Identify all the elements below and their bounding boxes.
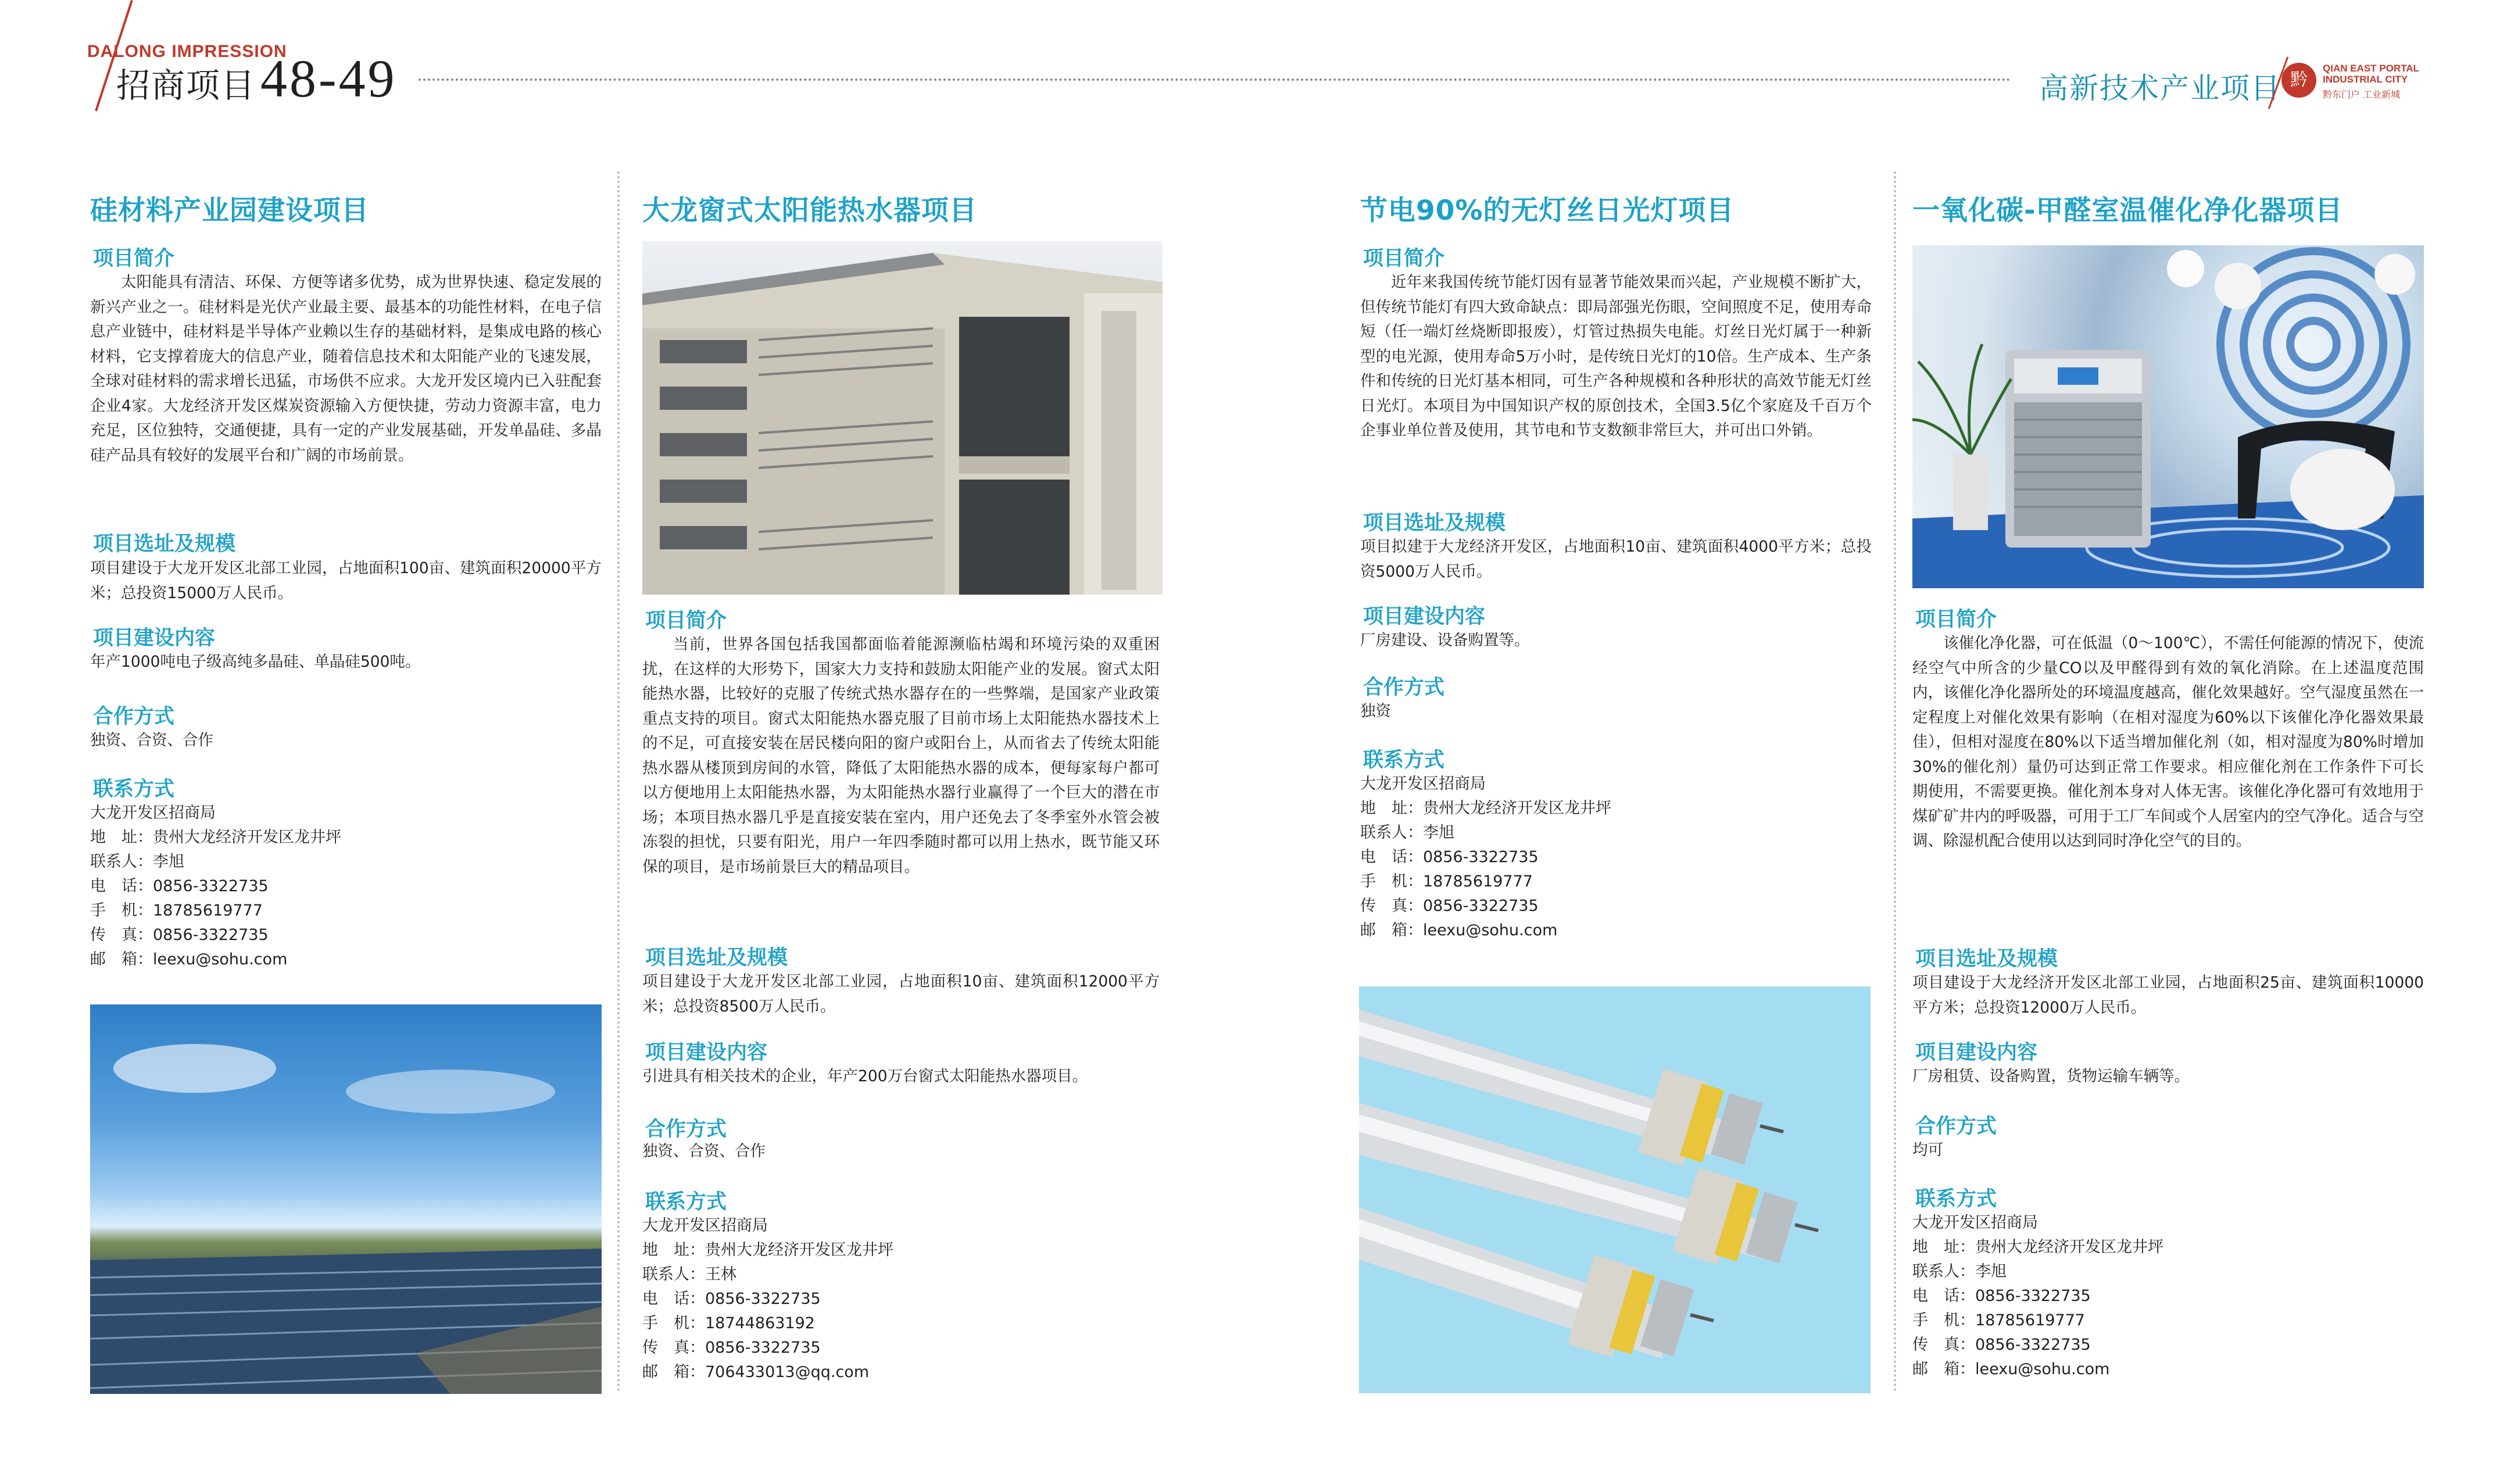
contact-email: 邮 箱：leexu@sohu.com <box>1360 921 1558 939</box>
cooperation-heading: 合作方式 <box>1363 676 1445 699</box>
city-logo-icon: 黔 <box>2281 63 2316 98</box>
contact-mobile: 手 机：18785619777 <box>1912 1311 2085 1329</box>
content-text: 引进具有相关技术的企业，年产200万台窗式太阳能热水器项目。 <box>642 1067 1088 1085</box>
content-text: 厂房建设、设备购置等。 <box>1360 631 1530 649</box>
intro-heading: 项目简介 <box>93 247 175 270</box>
page-numbers: 48-49 <box>260 49 397 108</box>
contact-block <box>1360 772 1611 943</box>
content-text: 年产1000吨电子级高纯多晶硅、单晶硅500吨。 <box>90 653 421 671</box>
contact-heading: 联系方式 <box>1915 1188 1997 1211</box>
site-text: 项目建设于大龙开发区北部工业园，占地面积100亩、建筑面积20000平方米；总投资15000万人民币。 <box>90 559 602 602</box>
project-title: 大龙窗式太阳能热水器项目 <box>642 195 977 227</box>
contact-address: 地 址：贵州大龙经济开发区龙井坪 <box>642 1241 893 1259</box>
contact-address: 地 址：贵州大龙经济开发区龙井坪 <box>1912 1238 2163 1256</box>
cooperation-text: 独资、合资、合作 <box>642 1142 766 1160</box>
contact-heading: 联系方式 <box>1363 749 1445 772</box>
contact-phone: 电 话：0856-3322735 <box>1912 1287 2091 1305</box>
content-heading: 项目建设内容 <box>645 1041 768 1064</box>
intro-text: 当前，世界各国包括我国都面临着能源濒临枯竭和环境污染的双重困扰，在这样的大形势下，国家大力支持和鼓励太阳能产业的发展。窗式太阳能热水器，比较好的克服了传统式热水器存在的一些弊端，是国家产业政策重点支持的项目。窗式太阳能热水器克服了目前市场上太阳能热水器技术上的不足，可直接安装在居民楼向阳的窗户或阳台上，从而省去了传统太阳能热水器从楼顶到房间的水管，降低了太阳能热水器的成本，便每家每户都可以方便地用上太阳能热水器，为太阳能热水器行业赢得了一个巨大的潜在市场；本项目热水器几乎是直接安装在室内，用户还免去了冬季室外水管会被冻裂的担忧，只要有阳光，用户一年四季随时都可以用上热水，既节能又环保的项目，是市场前景巨大的精品项目。 <box>642 635 1160 876</box>
contact-fax: 传 真：0856-3322735 <box>1912 1336 2091 1354</box>
cooperation-heading: 合作方式 <box>93 705 175 728</box>
contact-mobile: 手 机：18785619777 <box>90 902 263 920</box>
contact-email: 邮 箱：706433013@qq.com <box>642 1363 870 1381</box>
cooperation-text: 独资 <box>1360 702 1391 720</box>
cooperation-heading: 合作方式 <box>645 1118 727 1141</box>
cooperation-text: 均可 <box>1912 1141 1943 1159</box>
building-solar-photo <box>642 241 1163 595</box>
contact-agency: 大龙开发区招商局 <box>1360 775 1486 793</box>
contact-agency: 大龙开发区招商局 <box>642 1217 768 1235</box>
intro-heading: 项目简介 <box>1915 608 1997 631</box>
intro-heading: 项目简介 <box>1363 247 1445 270</box>
site-heading: 项目选址及规模 <box>93 532 236 556</box>
contact-phone: 电 话：0856-3322735 <box>90 877 269 895</box>
contact-fax: 传 真：0856-3322735 <box>90 926 269 944</box>
contact-agency: 大龙开发区招商局 <box>1912 1214 2038 1232</box>
header-dotted-rule <box>419 78 2011 81</box>
site-heading: 项目选址及规模 <box>645 946 788 970</box>
site-text: 项目建设于大龙经济开发区北部工业园，占地面积25亩、建筑面积10000平方米；总投资12000万人民币。 <box>1912 974 2424 1017</box>
logo-english-text: QIAN EAST PORTAL INDUSTRIAL CITY <box>2323 63 2419 85</box>
contact-mobile: 手 机：18744863192 <box>642 1314 815 1332</box>
column-divider <box>1894 171 1898 1392</box>
project-title: 节电90%的无灯丝日光灯项目 <box>1360 195 1735 227</box>
logo-chinese-text: 黔东门户 工业新城 <box>2323 89 2401 100</box>
led-tubes-photo <box>1359 986 1871 1393</box>
contact-heading: 联系方式 <box>645 1190 727 1214</box>
contact-address: 地 址：贵州大龙经济开发区龙井坪 <box>1360 799 1611 817</box>
column-divider <box>617 171 621 1392</box>
header-english-label: DALONG IMPRESSION <box>87 42 287 61</box>
site-text: 项目拟建于大龙经济开发区，占地面积10亩、建筑面积4000平方米；总投资5000万人民币。 <box>1360 538 1872 581</box>
contact-person: 联系人：李旭 <box>1360 824 1454 842</box>
contact-person: 联系人：李旭 <box>90 853 184 871</box>
content-heading: 项目建设内容 <box>93 627 216 650</box>
content-heading: 项目建设内容 <box>1363 605 1486 628</box>
cooperation-text: 独资、合资、合作 <box>90 731 213 749</box>
air-purifier-photo <box>1912 245 2424 588</box>
solar-farm-photo <box>90 1004 602 1394</box>
content-text: 厂房租赁、设备购置，货物运输车辆等。 <box>1912 1067 2190 1085</box>
contact-person: 联系人：王林 <box>642 1265 736 1283</box>
site-heading: 项目选址及规模 <box>1915 947 2058 971</box>
contact-fax: 传 真：0856-3322735 <box>642 1339 821 1357</box>
contact-block <box>1912 1211 2163 1382</box>
contact-block <box>642 1214 893 1385</box>
contact-email: 邮 箱：leexu@sohu.com <box>1912 1360 2110 1378</box>
contact-person: 联系人：李旭 <box>1912 1263 2007 1281</box>
contact-phone: 电 话：0856-3322735 <box>642 1290 821 1308</box>
site-heading: 项目选址及规模 <box>1363 512 1506 535</box>
cooperation-heading: 合作方式 <box>1915 1115 1997 1138</box>
contact-agency: 大龙开发区招商局 <box>90 804 216 822</box>
contact-fax: 传 真：0856-3322735 <box>1360 897 1539 915</box>
site-text: 项目建设于大龙开发区北部工业园，占地面积10亩、建筑面积12000平方米；总投资8500万人民币。 <box>642 972 1160 1015</box>
intro-text: 近年来我国传统节能灯因有显著节能效果而兴起，产业规模不断扩大，但传统节能灯有四大致命缺点：即局部强光伤眼，空间照度不足，使用寿命短（任一端灯丝烧断即报废），灯管过热损失电能。灯丝日光灯属于一种新型的电光源，使用寿命5万小时，是传统日光灯的10倍。生产成本、生产条件和传统的日光灯基本相同，可生产各种规模和各种形状的高效节能无灯丝日光灯。本项目为中国知识产权的原创技术，全国3.5亿个家庭及千百万个企事业单位普及使用，其节电和节支数额非常巨大，并可出口外销。 <box>1360 273 1872 439</box>
header-section-label: 招商项目 <box>116 66 256 105</box>
project-title: 硅材料产业园建设项目 <box>90 195 369 227</box>
contact-block <box>90 801 341 972</box>
contact-email: 邮 箱：leexu@sohu.com <box>90 950 288 968</box>
contact-heading: 联系方式 <box>93 778 175 801</box>
contact-mobile: 手 机：18785619777 <box>1360 872 1533 891</box>
contact-address: 地 址：贵州大龙经济开发区龙井坪 <box>90 828 341 846</box>
content-heading: 项目建设内容 <box>1915 1041 2038 1064</box>
intro-text: 太阳能具有清洁、环保、方便等诸多优势，成为世界快速、稳定发展的新兴产业之一。硅材料是光伏产业最主要、最基本的功能性材料，在电子信息产业链中，硅材料是半导体产业赖以生存的基础材料，是集成电路的核心材料，它支撑着庞大的信息产业，随着信息技术和太阳能产业的飞速发展，全球对硅材料的需求增长迅猛，市场供不应求。大龙开发区境内已入驻配套企业4家。大龙经济开发区煤炭资源输入方便快捷，劳动力资源丰富，电力充足，区位独特，交通便捷，具有一定的产业发展基础，开发单晶硅、多晶硅产品具有较好的发展平台和广阔的市场前景。 <box>90 273 602 464</box>
contact-phone: 电 话：0856-3322735 <box>1360 848 1539 866</box>
intro-text: 该催化净化器，可在低温（0～100℃），不需任何能源的情况下，使流经空气中所含的少量CO以及甲醛得到有效的氧化消除。在上述温度范围内，该催化净化器所处的环境温度越高，催化效果越好。空气湿度虽然在一定程度上对催化效果有影响（在相对湿度为60%以下该催化净化器效果最佳），但相对湿度在80%以下适当增加催化剂（如，相对湿度为80%时增加30%的催化剂）量仍可达到正常工作要求。相应催化剂在工作条件下可长期使用，不需要更换。催化剂本身对人体无害。该催化净化器可有效地用于煤矿矿井内的呼吸器，可用于工厂车间或个人居室内的空气净化。适合与空调、除湿机配合使用以达到同时净化空气的目的。 <box>1912 634 2424 850</box>
project-title: 一氧化碳-甲醛室温催化净化器项目 <box>1912 195 2343 227</box>
section-title: 高新技术产业项目 <box>2039 71 2281 105</box>
intro-heading: 项目简介 <box>645 609 727 632</box>
